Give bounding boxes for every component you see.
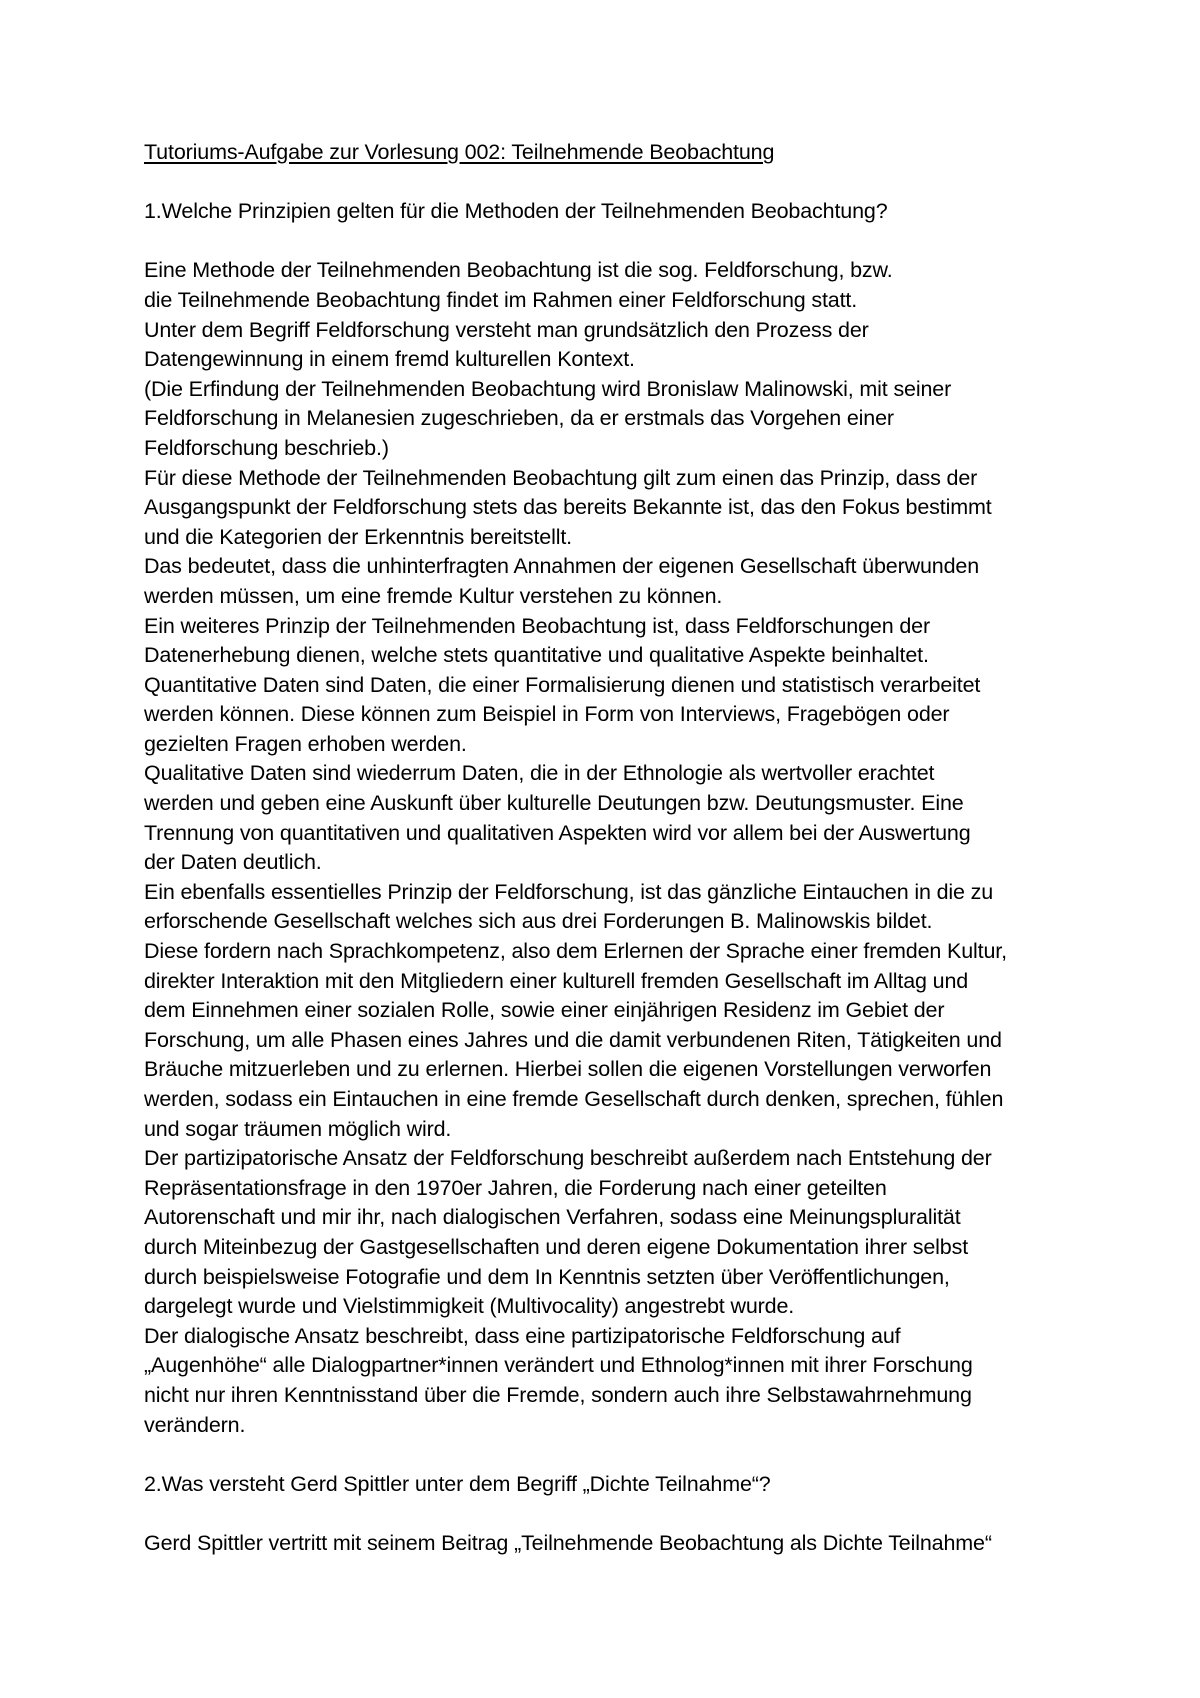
answer-line: Diese fordern nach Sprachkompetenz, also dem Erlernen der Sprache einer fremden Kultur, bbox=[144, 939, 1007, 964]
answer-line: verändern. bbox=[144, 1412, 246, 1437]
answer-line: Ein ebenfalls essentielles Prinzip der Feldforschung, ist das gänzliche Eintauchen in die zu bbox=[144, 879, 994, 904]
answer-line: Der dialogische Ansatz beschreibt, dass eine partizipatorische Feldforschung auf bbox=[144, 1323, 901, 1348]
answer-line: dem Einnehmen einer sozialen Rolle, sowie einer einjährigen Residenz im Gebiet der bbox=[144, 998, 945, 1023]
answer-line: und sogar träumen möglich wird. bbox=[144, 1116, 452, 1141]
answer-line: Das bedeutet, dass die unhinterfragten Annahmen der eigenen Gesellschaft überwunden bbox=[144, 554, 979, 579]
spacer bbox=[144, 1499, 1074, 1529]
answer-line: und die Kategorien der Erkenntnis bereitstellt. bbox=[144, 524, 572, 549]
answer-line: dargelegt wurde und Vielstimmigkeit (Multivocality) angestrebt wurde. bbox=[144, 1294, 795, 1319]
answer-line: Repräsentationsfrage in den 1970er Jahren, die Forderung nach einer geteilten bbox=[144, 1175, 887, 1200]
answer-line: werden, sodass ein Eintauchen in eine fremde Gesellschaft durch denken, sprechen, fühlen bbox=[144, 1087, 1004, 1111]
answer-2 bbox=[144, 1529, 1074, 1559]
answer-line: Quantitative Daten sind Daten, die einer Formalisierung dienen und statistisch verarbeitet bbox=[144, 672, 981, 697]
answer-line: werden können. Diese können zum Beispiel in Form von Interviews, Fragebögen oder bbox=[144, 702, 950, 727]
question-2: 2.Was versteht Gerd Spittler unter dem Begriff „Dichte Teilnahme“? bbox=[144, 1471, 771, 1496]
document-body bbox=[144, 138, 1074, 1559]
spacer bbox=[144, 227, 1074, 257]
answer-line: durch beispielsweise Fotografie und dem In Kenntnis setzten über Veröffentlichungen, bbox=[144, 1264, 950, 1289]
answer-line: der Daten deutlich. bbox=[144, 850, 322, 875]
spacer bbox=[144, 1440, 1074, 1470]
answer-line: Datengewinnung in einem fremd kulturellen Kontext. bbox=[144, 347, 635, 372]
answer-line: Ein weiteres Prinzip der Teilnehmenden Beobachtung ist, dass Feldforschungen der bbox=[144, 613, 930, 638]
spacer bbox=[144, 168, 1074, 198]
answer-line: Autorenschaft und mir ihr, nach dialogischen Verfahren, sodass eine Meinungspluralität bbox=[144, 1205, 961, 1230]
answer-line: Bräuche mitzuerleben und zu erlernen. Hierbei sollen die eigenen Vorstellungen verworfen bbox=[144, 1057, 992, 1082]
answer-line: Ausgangspunkt der Feldforschung stets das bereits Bekannte ist, das den Fokus bestimmt bbox=[144, 495, 992, 520]
answer-line: „Augenhöhe“ alle Dialogpartner*innen verändert und Ethnolog*innen mit ihrer Forschung bbox=[144, 1353, 973, 1378]
answer-line: Der partizipatorische Ansatz der Feldforschung beschreibt außerdem nach Entstehung der bbox=[144, 1146, 992, 1171]
answer-line: (Die Erfindung der Teilnehmenden Beobachtung wird Bronislaw Malinowski, mit seiner bbox=[144, 376, 952, 401]
answer-line: durch Miteinbezug der Gastgesellschaften und deren eigene Dokumentation ihrer selbst bbox=[144, 1234, 969, 1259]
answer-line: Unter dem Begriff Feldforschung versteht man grundsätzlich den Prozess der bbox=[144, 317, 869, 342]
answer-line: Qualitative Daten sind wiederrum Daten, die in der Ethnologie als wertvoller erachtet bbox=[144, 761, 935, 786]
question-1: 1.Welche Prinzipien gelten für die Methoden der Teilnehmenden Beobachtung? bbox=[144, 199, 888, 224]
answer-line: Feldforschung in Melanesien zugeschrieben, da er erstmals das Vorgehen einer bbox=[144, 406, 894, 431]
document-title: Tutoriums-Aufgabe zur Vorlesung 002: Teilnehmende Beobachtung bbox=[144, 140, 775, 164]
answer-line: erforschende Gesellschaft welches sich aus drei Forderungen B. Malinowskis bildet. bbox=[144, 909, 933, 934]
answer-line: Gerd Spittler vertritt mit seinem Beitrag „Teilnehmende Beobachtung als Dichte Teilnahme“ bbox=[144, 1530, 992, 1555]
answer-line: Für diese Methode der Teilnehmenden Beobachtung gilt zum einen das Prinzip, dass der bbox=[144, 465, 978, 490]
answer-line: Eine Methode der Teilnehmenden Beobachtung ist die sog. Feldforschung, bzw. bbox=[144, 258, 893, 283]
answer-line: werden und geben eine Auskunft über kulturelle Deutungen bzw. Deutungsmuster. Eine bbox=[144, 791, 964, 816]
answer-line: nicht nur ihren Kenntnisstand über die Fremde, sondern auch ihre Selbstawahrnehmung bbox=[144, 1382, 972, 1407]
answer-line: Forschung, um alle Phasen eines Jahres und die damit verbundenen Riten, Tätigkeiten und bbox=[144, 1027, 1002, 1052]
answer-line: direkter Interaktion mit den Mitgliedern einer kulturell fremden Gesellschaft im Alltag und bbox=[144, 968, 969, 993]
answer-line: werden müssen, um eine fremde Kultur verstehen zu können. bbox=[144, 583, 723, 608]
answer-line: die Teilnehmende Beobachtung findet im Rahmen einer Feldforschung statt. bbox=[144, 287, 858, 312]
answer-line: gezielten Fragen erhoben werden. bbox=[144, 731, 467, 756]
answer-line: Trennung von quantitativen und qualitativen Aspekten wird vor allem bei der Auswertung bbox=[144, 820, 971, 845]
answer-1 bbox=[144, 256, 1074, 1440]
answer-line: Feldforschung beschrieb.) bbox=[144, 435, 389, 460]
answer-line: Datenerhebung dienen, welche stets quantitative und qualitative Aspekte beinhaltet. bbox=[144, 643, 929, 668]
